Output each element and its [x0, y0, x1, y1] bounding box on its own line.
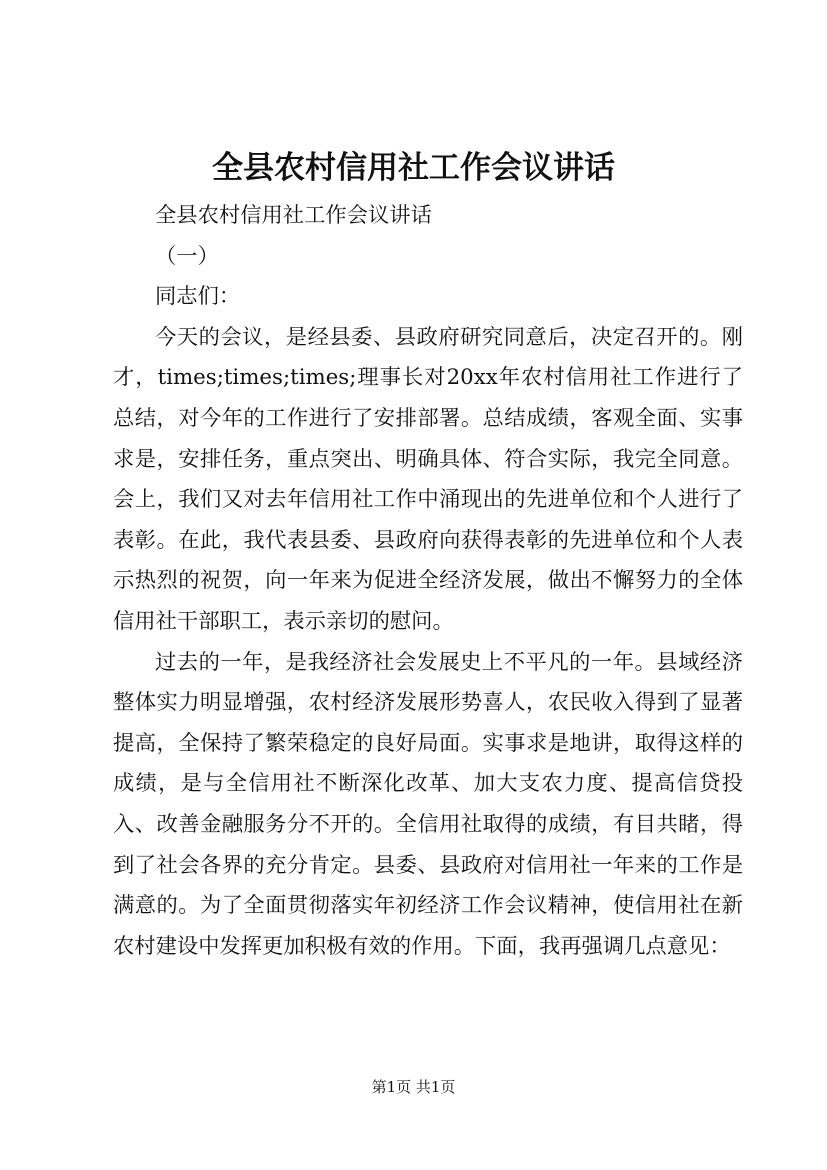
section-number: （一）: [155, 243, 219, 269]
subtitle-paragraph: 全县农村信用社工作会议讲话: [155, 203, 432, 228]
page-footer: 第1页 共1页: [371, 1078, 456, 1096]
document-title: 全县农村信用社工作会议讲话: [212, 150, 615, 186]
body-paragraph-1: 今天的会议，是经县委、县政府研究同意后，决定召开的。刚才，times;times;times;理事长对20xx年农村信用社工作进行了总结，对今年的工作进行了安排部署。总结成绩，客观全面、实事求是，安排任务，重点突出、明确具体、符合实际，我完全同意。会上，我们又对去年信用社工作中涌现出的先进单位和个人进行了表彰。在此，我代表县委、县政府向获得表彰的先进单位和个人表示热烈的祝贺，向一年来为促进全经济发展，做出不懈努力的全体信用社干部职工，表示亲切的慰问。: [113, 324, 743, 634]
body-paragraph-2: 过去的一年，是我经济社会发展史上不平凡的一年。县域经济整体实力明显增强，农村经济发展形势喜人，农民收入得到了显著提高，全保持了繁荣稳定的良好局面。实事求是地讲，取得这样的成绩，是与全信用社不断深化改革、加大支农力度、提高信贷投入、改善金融服务分不开的。全信用社取得的成绩，有目共睹，得到了社会各界的充分肯定。县委、县政府对信用社一年来的工作是满意的。为了全面贯彻落实年初经济工作会议精神，使信用社在新农村建设中发挥更加积极有效的作用。下面，我再强调几点意见：: [113, 649, 743, 959]
document-body: [113, 196, 743, 967]
salutation: 同志们：: [155, 284, 241, 310]
